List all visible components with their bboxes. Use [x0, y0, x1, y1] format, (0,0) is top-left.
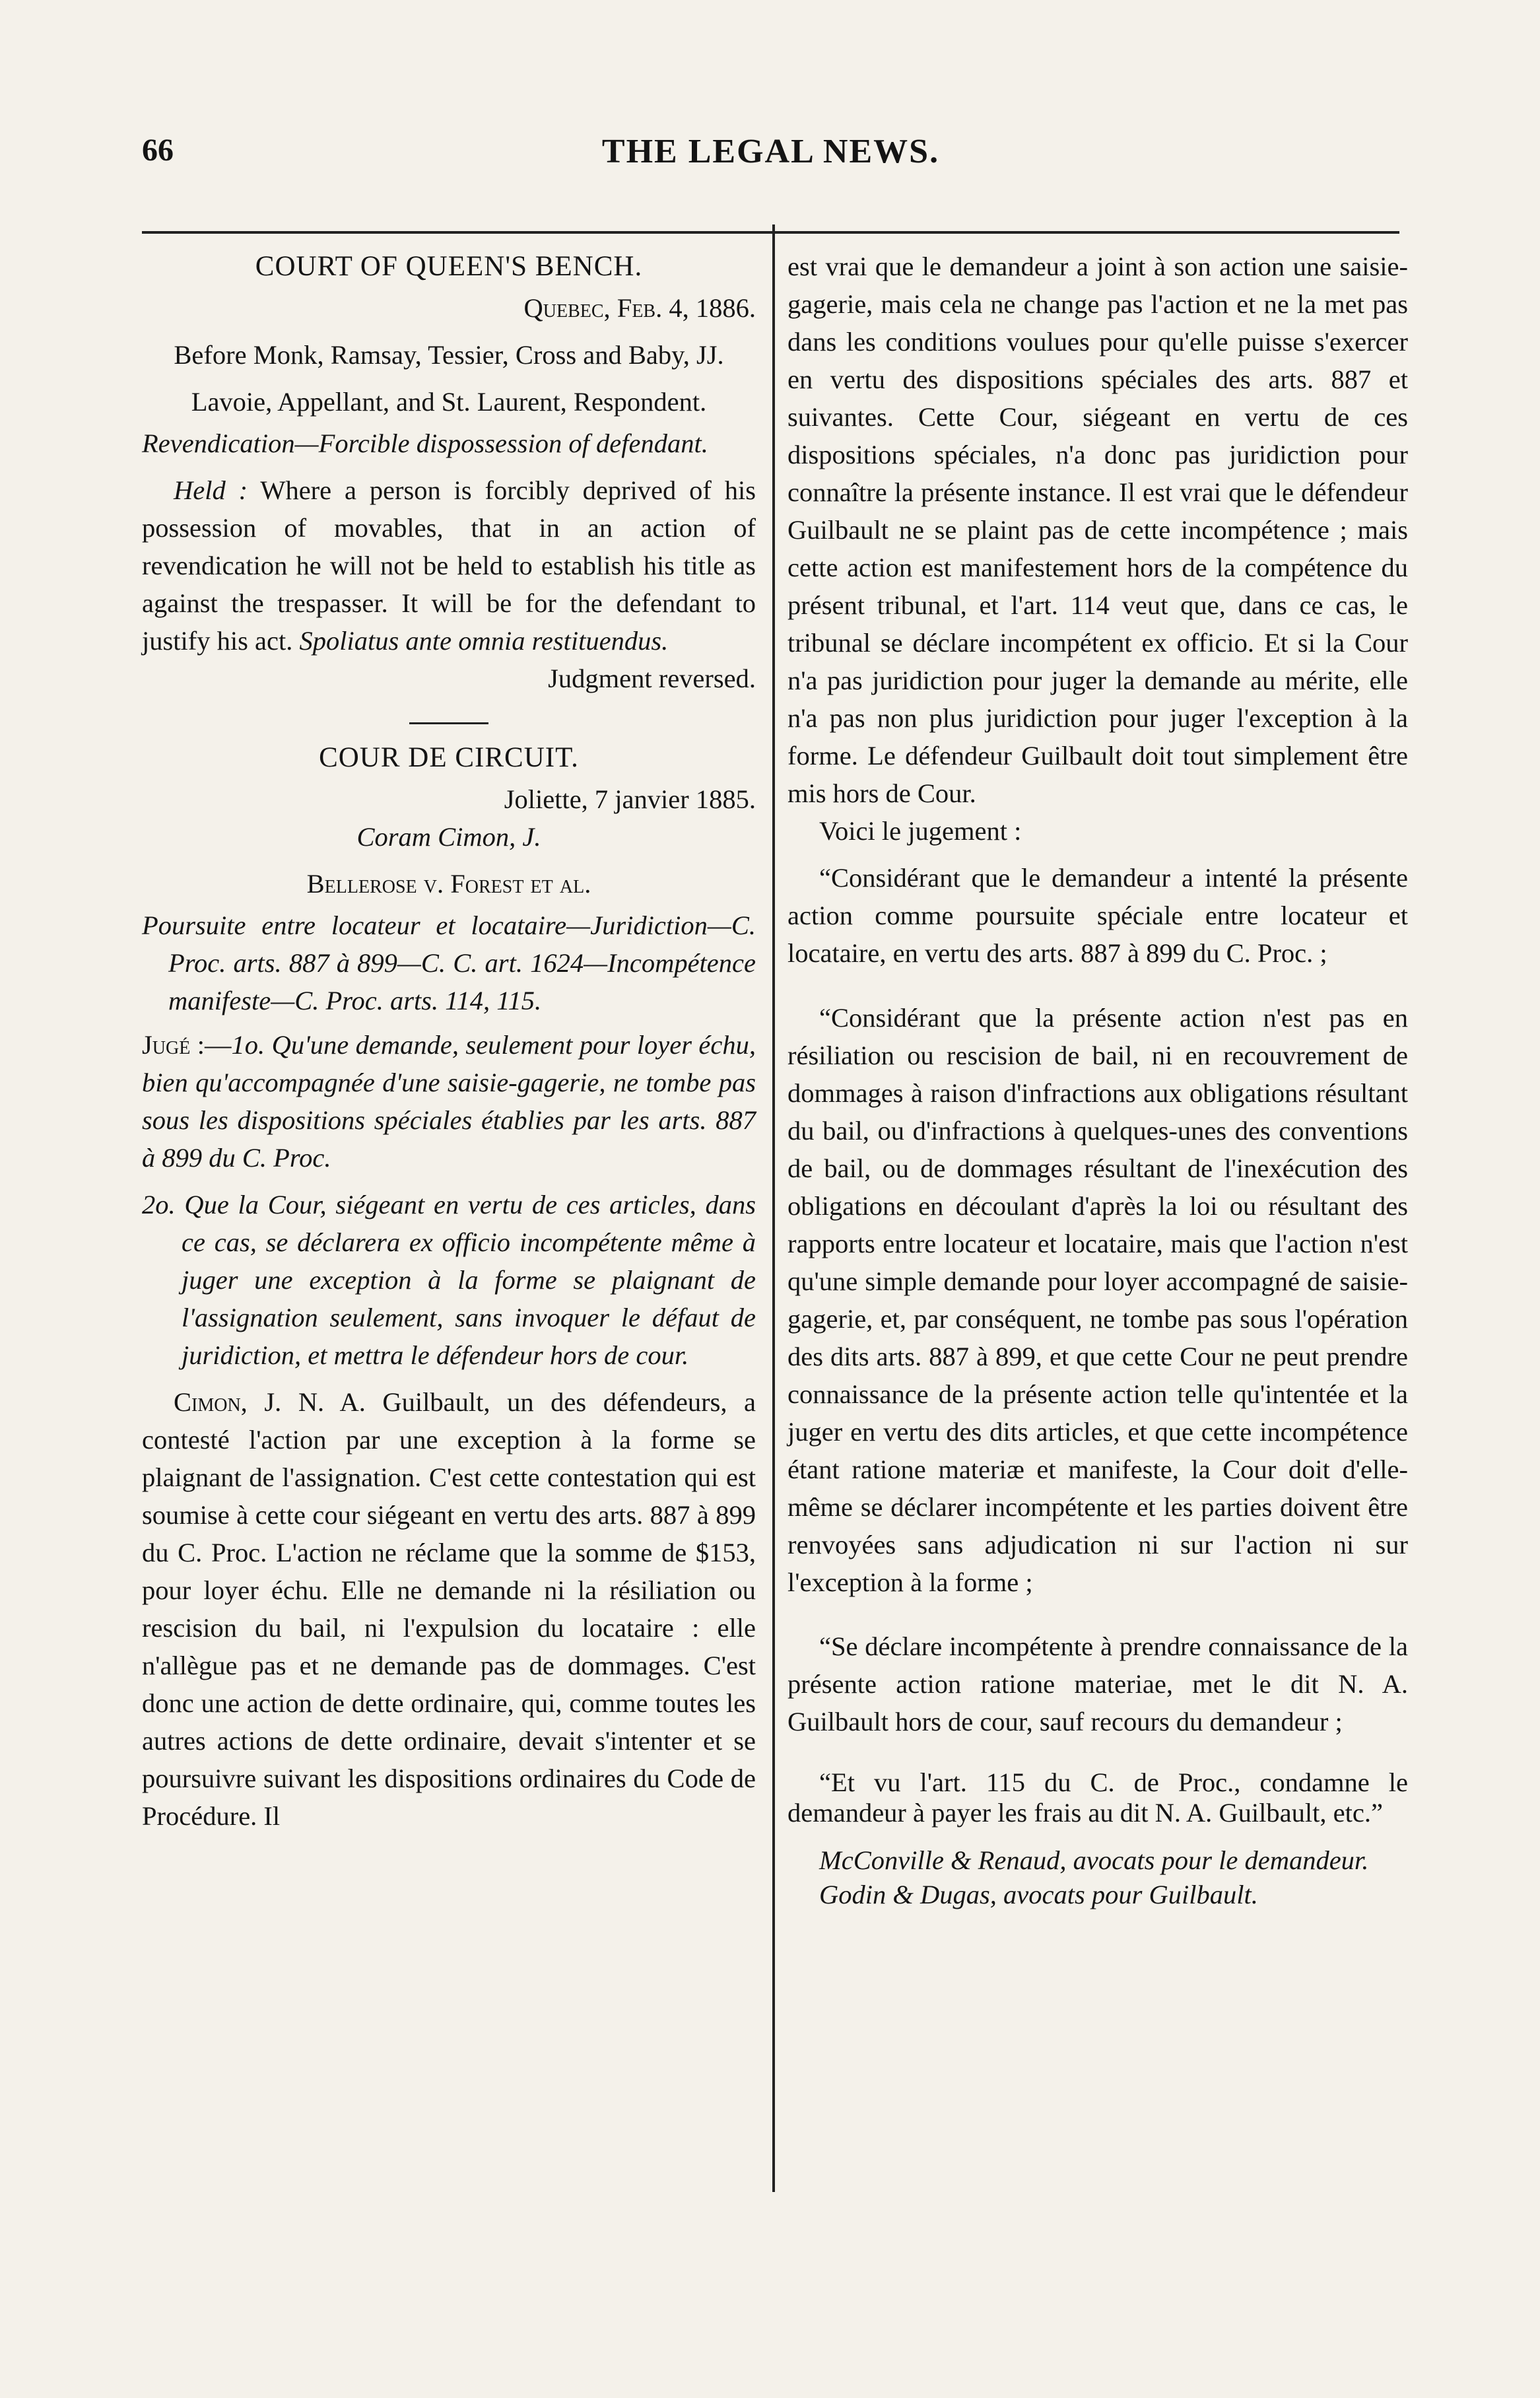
case1-court-heading: COURT OF QUEEN'S BENCH.: [255, 251, 643, 282]
header-rule: [142, 231, 1399, 234]
case2-place-date: Joliette, 7 janvier 1885.: [504, 784, 756, 814]
opinion-text: N. A. Guilbault, un des défendeurs, a contesté l'action par une exception à la forme se plaignant de l'assignation. C'est cette contestation qui est soumise à cette cour siégeant en vertu des arts. 887 à 899 du C. Proc. L'action ne réclame que la somme de $153, pour loyer échu. Elle ne demande ni la résiliation ou rescision du bail, ni l'expulsion du locataire : elle n'allègue pas et ne demande pas de dommages. C'est donc une action de dette ordinaire, qui, comme toutes les autres actions de dette ordinaire, devait s'intenter et se poursuivre suivant les dispositions ordinaires du Code de Procédure. Il: [142, 1387, 756, 1831]
held-latin: Spoliatus ante omnia restituendus.: [299, 626, 669, 656]
case2-headnote: Poursuite entre locateur et locataire—Juridiction—C. Proc. arts. 887 à 899—C. C. art. 1624—Incompétence manifeste—C. Proc. arts. 114, 115.: [142, 910, 756, 1015]
held-label: Held :: [174, 475, 248, 505]
page-header: [142, 132, 1399, 191]
case-separator-rule: [409, 722, 488, 724]
case2-parties: Bellerose v. Forest et al.: [306, 869, 591, 899]
opinion-continued: est vrai que le demandeur a joint à son action une saisie-gagerie, mais cela ne change pas l'action et ne la met pas dans les conditions voulues pour qu'elle puisse s'exercer en vertu des dispositions spéciales des arts. 887 et suivantes. Cette Cour, siégeant en vertu de ces dispositions spéciales, n'a donc pas juridiction pour connaître la présente instance. Il est vrai que le défendeur Guilbault ne se plaint pas de cette incompétence ; mais cette action est manifestement hors de la compétence du présent tribunal, et l'art. 114 veut que, dans ce cas, le tribunal se déclare incompétent ex officio. Et si la Cour n'a pas juridiction pour juger la demande au mérite, elle n'a pas non plus juridiction pour juger l'exception à la forme. Le défendeur Guilbault doit tout simplement être mis hors de Cour.: [787, 252, 1408, 808]
juge-1-text: 1o. Qu'une demande, seulement pour loyer échu, bien qu'accompagnée d'une saisie-gagerie, ne tombe pas sous les dispositions spéciales établies par les arts. 887 à 899 du C. Proc.: [142, 1030, 756, 1173]
case1-before: Before Monk, Ramsay, Tessier, Cross and Baby, JJ.: [174, 340, 724, 370]
counsel-defendant: Godin & Dugas, avocats pour Guilbault.: [819, 1879, 1258, 1909]
considerant-1: “Considérant que le demandeur a intenté la présente action comme poursuite spéciale entre locateur et locataire, en vertu des arts. 887 à 899 du C. Proc. ;: [787, 863, 1408, 968]
voici-le-jugement: Voici le jugement :: [819, 816, 1022, 846]
considerant-2: “Considérant que la présente action n'est pas en résiliation ou rescision de bail, ni en recouvrement de dommages à raison d'infractions aux obligations résultant du bail, ou d'infractions à quelques-unes des conventions de bail, ou de dommages résultant de l'inexécution des obligations en découlant d'après la loi ou résultant des rapports entre locateur et locataire, mais que l'action n'est qu'une simple demande pour loyer accompagné de saisie-gagerie, et, par conséquent, ne tombe pas sous l'opération des dits arts. 887 à 899, et que cette Cour ne peut prendre connaissance de la présente action telle qu'intentée et la juger en vertu des dits articles, et que cette incompétence étant ratione materiæ et manifeste, la Cour doit d'elle-même se déclarer incompétente et les parties doivent être renvoyées sans adjudication ni sur l'action ni sur l'exception à la forme ;: [787, 1002, 1408, 1597]
et-vu: “Et vu l'art. 115 du C. de Proc., condamne le demandeur à payer les frais au dit N. A. Guilbault, etc.”: [787, 1767, 1408, 1828]
column-divider: [772, 224, 775, 2192]
case1-judgment: Judgment reversed.: [548, 664, 756, 693]
opinion-judge-name: Cimon, J.: [174, 1387, 282, 1417]
right-column: [787, 248, 1408, 1913]
case2-court-heading: COUR DE CIRCUIT.: [319, 742, 579, 773]
page-number: 66: [142, 133, 174, 168]
counsel-plaintiff: McConville & Renaud, avocats pour le demandeur.: [819, 1845, 1369, 1875]
case2-juge-1: [142, 1026, 756, 1177]
case1-headnote: Revendication—Forcible dispossession of defendant.: [142, 428, 708, 458]
case1-held: [142, 471, 756, 660]
case1-parties: Lavoie, Appellant, and St. Laurent, Respondent.: [191, 387, 707, 417]
declare-incompetente: “Se déclare incompétente à prendre connaissance de la présente action ratione materiae, met le dit N. A. Guilbault hors de cour, sauf recours du demandeur ;: [787, 1631, 1408, 1736]
left-column: [142, 248, 756, 1835]
held-text: Where a person is forcibly deprived of his possession of movables, that in an action of revendication he will not be held to establish his title as against the trespasser. It will be for the defendant to justify his act.: [142, 475, 756, 656]
case1-place-date: Quebec, Feb. 4, 1886.: [523, 293, 756, 323]
case2-coram: Coram Cimon, J.: [356, 822, 541, 852]
journal-title: THE LEGAL NEWS.: [601, 133, 940, 170]
case2-opinion: [142, 1383, 756, 1835]
case2-juge-2: 2o. Que la Cour, siégeant en vertu de ces articles, dans ce cas, se déclarera ex officio incompétente même à juger une exception à la forme se plaignant de l'assignation seulement, sans invoquer le défaut de juridiction, et mettra le défendeur hors de cour.: [142, 1190, 756, 1370]
juge-label: Jugé :—: [142, 1030, 232, 1060]
